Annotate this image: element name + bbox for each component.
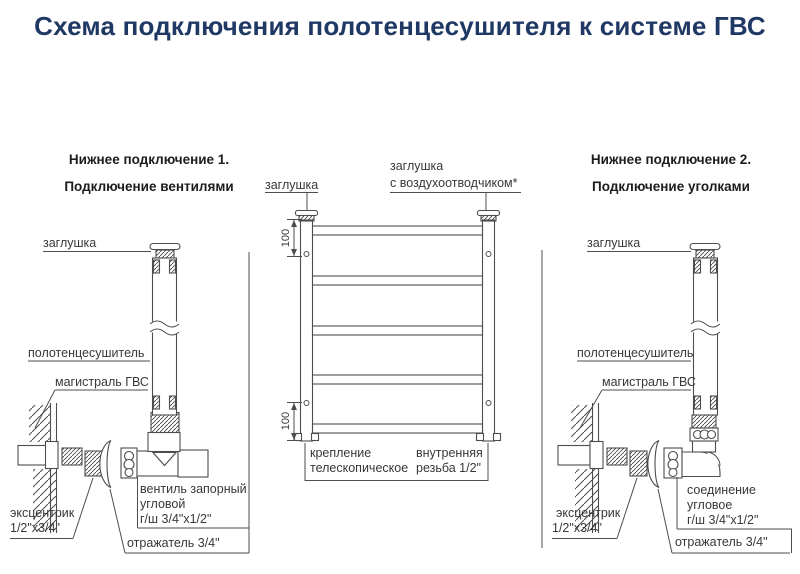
right-supply-label: магистраль ГВС	[602, 375, 696, 389]
angle-stop-valve	[121, 413, 208, 479]
mount-label-line2: телескопическое	[310, 461, 409, 475]
mount-label-line1: крепление	[310, 446, 372, 460]
valve-collar	[148, 433, 180, 452]
angle-union-elbow	[664, 415, 720, 478]
valve-knob	[178, 450, 208, 477]
right-reflector-rosette	[648, 441, 659, 488]
rail-cap-right-air-vent	[478, 211, 500, 222]
left-eccentric-label-line2: 1/2"х3/4"	[10, 521, 60, 535]
left-supply-label: магистраль ГВС	[55, 375, 149, 389]
right-eccentric-thread-2	[630, 451, 647, 476]
elbow-stem	[693, 441, 716, 452]
center-cap-leaders	[265, 193, 521, 211]
left-section-header-line2: Подключение вентилями	[64, 179, 234, 194]
left-eccentric-thread-1	[62, 448, 82, 465]
right-eccentric-thread-1	[607, 448, 627, 465]
left-reflector-rosette	[100, 441, 111, 488]
right-cap-label: заглушка	[587, 236, 641, 250]
valve-label-line2: угловой	[140, 497, 186, 511]
rail-feet	[295, 434, 501, 441]
valve-label-line3: г/ш 3/4"х1/2"	[140, 512, 212, 526]
left-section-header-line1: Нижнее подключение 1.	[68, 152, 230, 167]
center-air-vent-cap-line1: заглушка	[390, 159, 444, 173]
right-section-header-line2: Подключение уголками	[592, 179, 750, 194]
dimension-bottom-value: 100	[280, 411, 292, 431]
center-air-vent-cap-line2: с воздухоотводчиком*	[390, 176, 518, 190]
center-cap-label: заглушка	[265, 178, 319, 192]
left-cap-label: заглушка	[43, 236, 97, 250]
elbow-label-line3: г/ш 3/4"х1/2"	[687, 513, 759, 527]
right-rail-label: полотенцесушитель	[577, 346, 694, 360]
page-title: Схема подключения полотенцесушителя к системе ГВС	[34, 11, 766, 41]
rail-rungs	[313, 226, 483, 433]
left-supply-pipe	[18, 442, 58, 469]
right-eccentric-label-line1: эксцентрик	[556, 506, 621, 520]
left-riser-pipe	[150, 244, 180, 416]
elbow-thread	[692, 415, 716, 428]
dimension-top	[280, 220, 302, 257]
right-section-header-line1: Нижнее подключение 2.	[590, 152, 752, 167]
elbow-label-line2: угловое	[687, 498, 733, 512]
thread-label-line2: резьба 1/2"	[416, 461, 481, 475]
thread-label-line1: внутренняя	[416, 446, 483, 460]
right-reflector-label: отражатель 3/4"	[675, 535, 768, 549]
left-rail-label: полотенцесушитель	[28, 346, 145, 360]
right-supply-pipe	[558, 442, 603, 469]
towel-rail-front-view	[249, 193, 542, 554]
right-riser-pipe	[690, 244, 720, 416]
valve-label-line1: вентиль запорный	[140, 482, 247, 496]
elbow-label-line1: соединение	[687, 483, 756, 497]
dimension-top-value: 100	[280, 228, 292, 248]
left-eccentric-label-line1: эксцентрик	[10, 506, 75, 520]
right-eccentric-label-line2: 1/2"х3/4"	[552, 521, 602, 535]
left-reflector-label: отражатель 3/4"	[127, 536, 220, 550]
